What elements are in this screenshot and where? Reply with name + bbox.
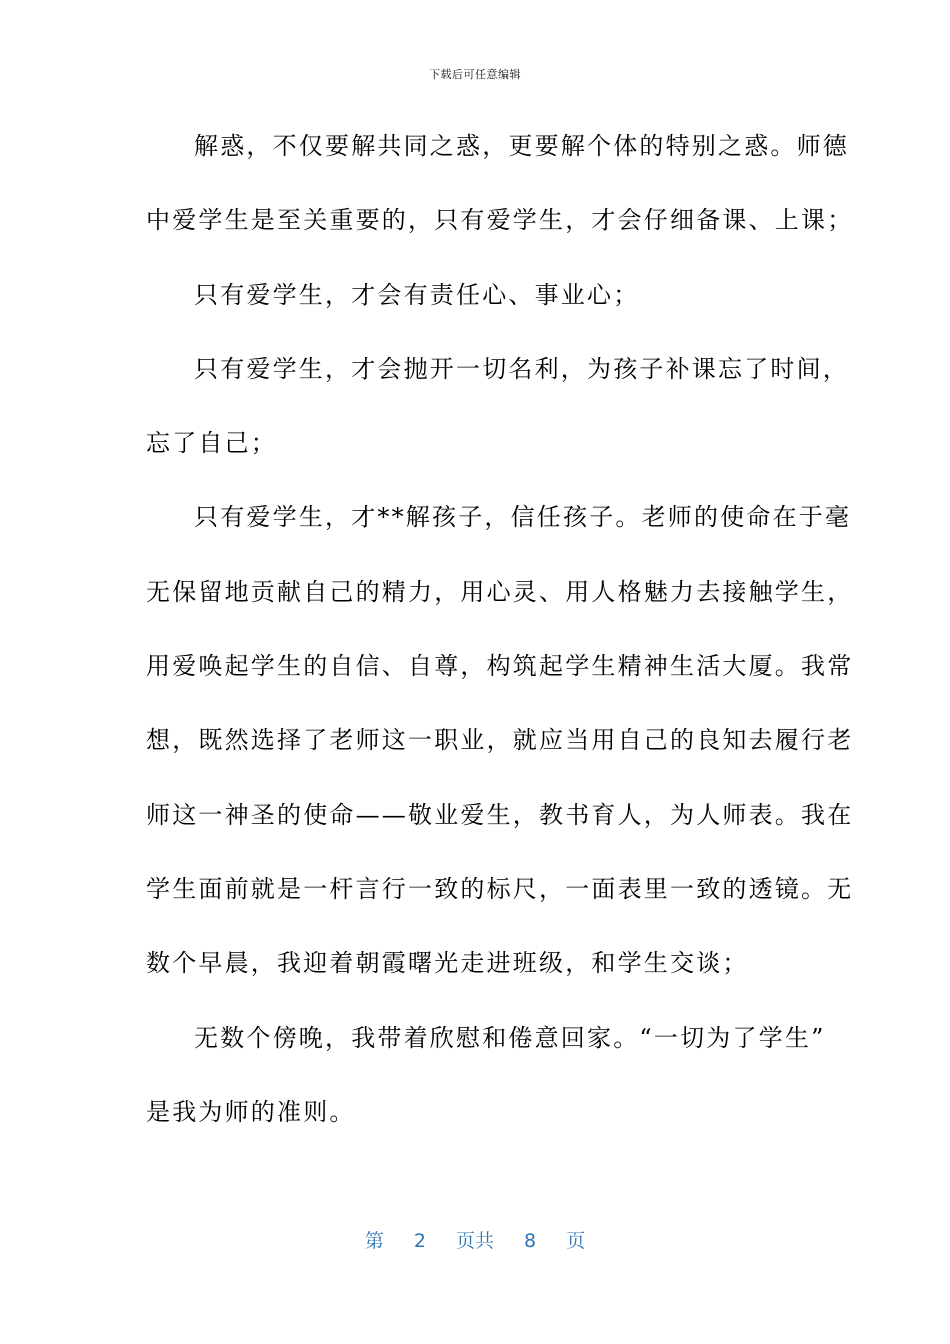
text-line-4: 只有爱学生，才会抛开一切名利，为孩子补课忘了时间， — [194, 354, 849, 383]
footer-current-page: 2 — [413, 1230, 426, 1252]
text-line-6: 只有爱学生，才**解孩子，信任孩子。老师的使命在于毫 — [194, 503, 852, 532]
footer-suffix: 页 — [566, 1230, 586, 1252]
text-line-10: 师这一神圣的使命——敬业爱生，教书育人，为人师表。我在 — [146, 800, 854, 829]
text-line-13: 无数个傍晚，我带着欣慰和倦意回家。“一切为了学生” — [194, 1023, 826, 1052]
footer-total-pages: 8 — [524, 1230, 537, 1252]
header-note: 下载后可任意编辑 — [429, 68, 521, 81]
footer-mid: 页共 — [455, 1230, 494, 1252]
text-line-2: 中爱学生是至关重要的，只有爱学生，才会仔细备课、上课； — [146, 206, 854, 235]
footer-prefix: 第 — [364, 1230, 384, 1252]
text-line-12: 数个早晨，我迎着朝霞曙光走进班级，和学生交谈； — [146, 949, 749, 978]
text-line-9: 想，既然选择了老师这一职业，就应当用自己的良知去履行老 — [146, 726, 854, 755]
text-line-14: 是我为师的准则。 — [146, 1097, 356, 1126]
text-line-8: 用爱唤起学生的自信、自尊，构筑起学生精神生活大厦。我常 — [146, 652, 854, 681]
text-line-11: 学生面前就是一杆言行一致的标尺，一面表里一致的透镜。无 — [146, 874, 854, 903]
text-line-1: 解惑，不仅要解共同之惑，更要解个体的特别之惑。师德 — [194, 132, 849, 160]
text-line-5: 忘了自己； — [146, 429, 277, 458]
body-text — [146, 120, 854, 1160]
text-line-3: 只有爱学生，才会有责任心、事业心； — [194, 280, 640, 309]
text-line-7: 无保留地贡献自己的精力，用心灵、用人格魅力去接触学生， — [146, 577, 854, 606]
page-footer — [0, 1226, 950, 1253]
